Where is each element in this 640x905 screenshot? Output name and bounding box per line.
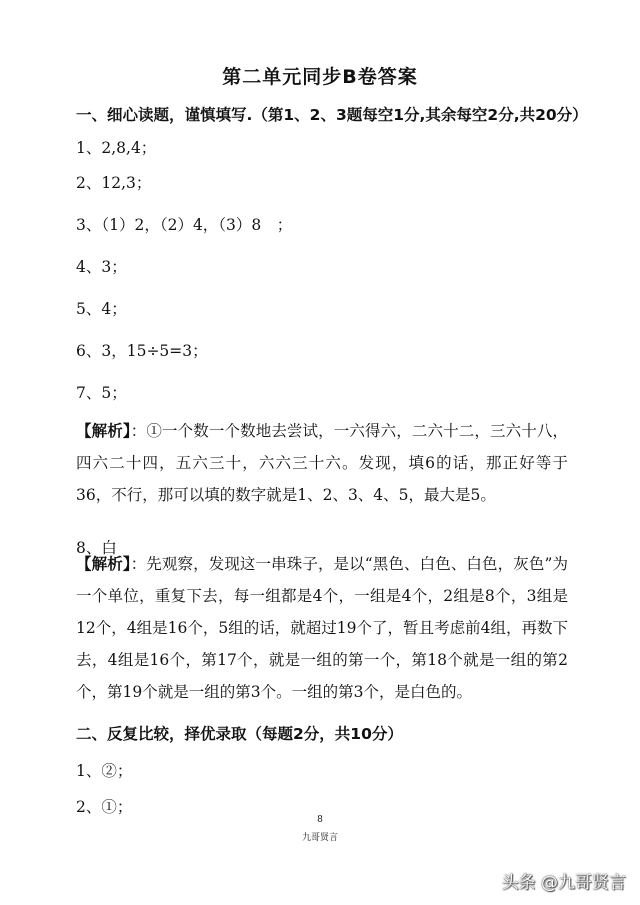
answer-8: 8、白 [76, 539, 117, 557]
analysis-label: 【解析】 [76, 555, 131, 573]
section2-answer-2: 2、①； [76, 798, 133, 816]
analysis-paragraph-2 [76, 548, 568, 708]
analysis-text: ：先观察，发现这一串珠子，是以“黑色、白色、白色，灰色”为一个单位，重复下去，每一组都是4个，一组是4个，2组是8个，3组是12个，4组是16个，5组的话，就超过19个了，暂且考虑前4组，再数下去，4组是16个，第17个，就是一组的第一个，第18个就是一组的第2个，第19个就是一组的第3个。一组的第3个，是白色的。 [76, 555, 568, 701]
section2-heading: 二、反复比较，择优录取（每题2分，共10分） [76, 725, 403, 743]
section1-heading: 一、细心读题，谨慎填写.（第1、2、3题每空1分,其余每空2分,共20分） [76, 106, 588, 124]
answer-3: 3、（1）2，（2）4，（3）8 ； [76, 216, 293, 234]
answer-5: 5、4； [76, 300, 127, 318]
section2-answer-1: 1、②； [76, 762, 133, 780]
answer-1: 1、2,8,4； [76, 139, 157, 157]
answer-4: 4、3； [76, 258, 127, 276]
watermark: 头条 @九哥贤言 [501, 873, 626, 893]
document-title: 第二单元同步B卷答案 [222, 66, 418, 88]
page-footer: 九哥贤言 [301, 833, 338, 843]
analysis-text: ：①一个数一个数地去尝试，一六得六，二六十二，三六十八，四六二十四，五六三十，六六三十六。发现，填6的话，那正好等于36，不行，那可以填的数字就是1、2、3、4、5，最大是5。 [76, 422, 568, 504]
answer-2: 2、12,3； [76, 174, 152, 192]
analysis-label: 【解析】 [76, 422, 131, 440]
analysis-paragraph-1 [76, 415, 568, 511]
answer-7: 7、5； [76, 384, 127, 402]
page-number: 8 [317, 815, 323, 825]
answer-6: 6、3，15÷5=3； [76, 342, 208, 360]
